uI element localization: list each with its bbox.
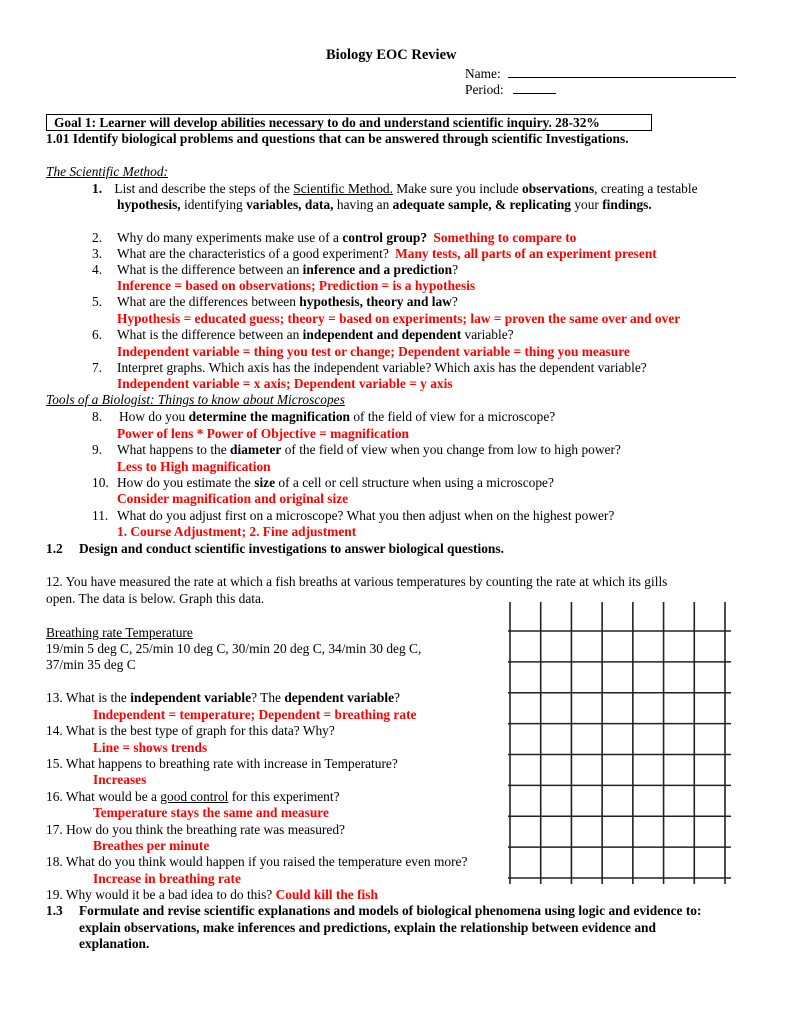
question-number: 10. xyxy=(92,475,109,490)
q1-text: having an xyxy=(333,197,393,212)
objective-number: 1.2 xyxy=(46,541,63,556)
question-number: 2. xyxy=(92,230,103,245)
data-line-1: 19/min 5 deg C, 25/min 10 deg C, 30/min 20 deg C, 34/min 30 deg C, xyxy=(46,641,422,656)
q1-bold: variables, data, xyxy=(246,197,334,212)
answer-19: Could kill the fish xyxy=(275,887,378,902)
q1-bold: findings. xyxy=(602,197,652,212)
answer-9: Less to High magnification xyxy=(117,459,271,474)
question-text: of the field of view for a microscope? xyxy=(349,409,556,424)
answer-text: Many tests, all parts of an experiment present xyxy=(395,246,657,261)
answer-14: Line = shows trends xyxy=(93,740,208,755)
answer-text: Something to compare to xyxy=(433,230,577,245)
microscopes-heading: Tools of a Biologist: Things to know about Microscopes xyxy=(46,392,345,407)
question-12-line-1: 12. You have measured the rate at which a fish breaths at various temperatures by counting the rate at which its gills xyxy=(46,574,668,589)
question-text: ? xyxy=(452,262,459,277)
question-14: 14. What is the best type of graph for this data? Why? xyxy=(46,723,335,738)
question-bold: independent variable xyxy=(130,690,252,705)
answer-10: Consider magnification and original size xyxy=(117,491,349,506)
objective-1-3-line-3: explanation. xyxy=(79,936,150,951)
q1-text: Make sure you include xyxy=(392,181,522,196)
objective-1-01: 1.01 Identify biological problems and questions that can be answered through scientific Investigations. xyxy=(46,131,629,146)
question-text: How do you xyxy=(119,409,189,424)
question-bold: determine the magnification xyxy=(188,409,350,424)
question-text: What is the difference between an xyxy=(117,327,303,342)
question-bold: hypothesis, theory and law xyxy=(299,294,452,309)
data-heading: Breathing rate Temperature xyxy=(46,625,193,640)
page-title: Biology EOC Review xyxy=(326,47,457,63)
question-text: Interpret graphs. Which axis has the independent variable? Which axis has the dependent variable? xyxy=(117,360,647,375)
question-number: 11. xyxy=(92,508,109,523)
data-line-2: 37/min 35 deg C xyxy=(46,657,136,672)
question-bold: control group? xyxy=(342,230,428,245)
question-text: variable? xyxy=(461,327,514,342)
question-number: 5. xyxy=(92,294,103,309)
question-number: 6. xyxy=(92,327,103,342)
answer-17: Breathes per minute xyxy=(93,838,210,853)
question-19 xyxy=(46,887,378,903)
period-label: Period: xyxy=(465,82,504,97)
question-18: 18. What do you think would happen if you raised the temperature even more? xyxy=(46,854,468,869)
question-number: 4. xyxy=(92,262,103,277)
answer-18: Increase in breathing rate xyxy=(93,871,241,886)
q1-text: your xyxy=(570,197,603,212)
question-text: Why do many experiments make use of a xyxy=(117,230,343,245)
q1-text: , creating a testable xyxy=(594,181,698,196)
question-text: ? The xyxy=(251,690,285,705)
question-text: What do you adjust first on a microscope? What you then adjust when on the highest power? xyxy=(117,508,615,523)
answer-15: Increases xyxy=(93,772,147,787)
objective-text: Design and conduct scientific investigations to answer biological questions. xyxy=(79,541,504,556)
question-13 xyxy=(46,690,400,706)
question-text: What happens to the xyxy=(117,442,231,457)
question-text: ? xyxy=(394,690,400,705)
answer-11: 1. Course Adjustment; 2. Fine adjustment xyxy=(117,524,357,539)
question-text: 19. Why would it be a bad idea to do this? xyxy=(46,887,276,902)
scientific-method-heading: The Scientific Method: xyxy=(46,164,168,179)
q1-bold: adequate sample, & replicating xyxy=(392,197,571,212)
q1-underlined: Scientific Method. xyxy=(293,181,393,196)
answer-7: Independent variable = x axis; Dependent variable = y axis xyxy=(117,376,453,391)
question-text: ? xyxy=(451,294,458,309)
question-bold: diameter xyxy=(230,442,282,457)
question-bold: size xyxy=(254,475,276,490)
question-bold: dependent variable xyxy=(284,690,395,705)
question-text: 16. What would be a xyxy=(46,789,161,804)
question-16 xyxy=(46,789,340,805)
answer-5: Hypothesis = educated guess; theory = based on experiments; law = proven the same over and over xyxy=(117,311,681,326)
answer-16: Temperature stays the same and measure xyxy=(93,805,329,820)
question-15: 15. What happens to breathing rate with increase in Temperature? xyxy=(46,756,398,771)
goal-1-text: Goal 1: Learner will develop abilities necessary to do and understand scientific inquiry. 28-32% xyxy=(54,115,600,130)
q1-bold: hypothesis, xyxy=(117,197,181,212)
question-number: 3. xyxy=(92,246,103,261)
question-text: 13. What is the xyxy=(46,690,131,705)
answer-8: Power of lens * Power of Objective = magnification xyxy=(117,426,409,441)
question-text: What is the difference between an xyxy=(117,262,303,277)
answer-4: Inference = based on observations; Prediction = is a hypothesis xyxy=(117,278,476,293)
question-number: 8. xyxy=(92,409,103,424)
question-text: What are the differences between xyxy=(117,294,300,309)
objective-text: Formulate and revise scientific explanations and models of biological phenomena using logic and evidence to: xyxy=(79,903,702,918)
question-underlined: good control xyxy=(160,789,229,804)
question-bold: independent and dependent xyxy=(302,327,462,342)
question-number: 9. xyxy=(92,442,103,457)
question-bold: inference and a prediction xyxy=(302,262,453,277)
question-number: 1. xyxy=(92,181,103,196)
answer-13: Independent = temperature; Dependent = breathing rate xyxy=(93,707,417,722)
question-text: for this experiment? xyxy=(228,789,340,804)
objective-1-3-line-2: explain observations, make inferences and predictions, explain the relationship between evidence and xyxy=(79,920,656,935)
q1-text: identifying xyxy=(180,197,247,212)
question-17: 17. How do you think the breathing rate was measured? xyxy=(46,822,345,837)
answer-6: Independent variable = thing you test or change; Dependent variable = thing you measure xyxy=(117,344,630,359)
q1-bold: observations xyxy=(522,181,595,196)
objective-1-3 xyxy=(46,903,701,919)
question-12-line-2: open. The data is below. Graph this data. xyxy=(46,591,265,606)
question-text: What are the characteristics of a good experiment? xyxy=(117,246,389,261)
question-text: of a cell or cell structure when using a microscope? xyxy=(275,475,554,490)
question-text: How do you estimate the xyxy=(117,475,255,490)
question-text: of the field of view when you change from low to high power? xyxy=(281,442,621,457)
q1-text: List and describe the steps of the xyxy=(114,181,294,196)
name-label: Name: xyxy=(465,66,501,81)
question-number: 7. xyxy=(92,360,103,375)
objective-number: 1.3 xyxy=(46,903,63,918)
